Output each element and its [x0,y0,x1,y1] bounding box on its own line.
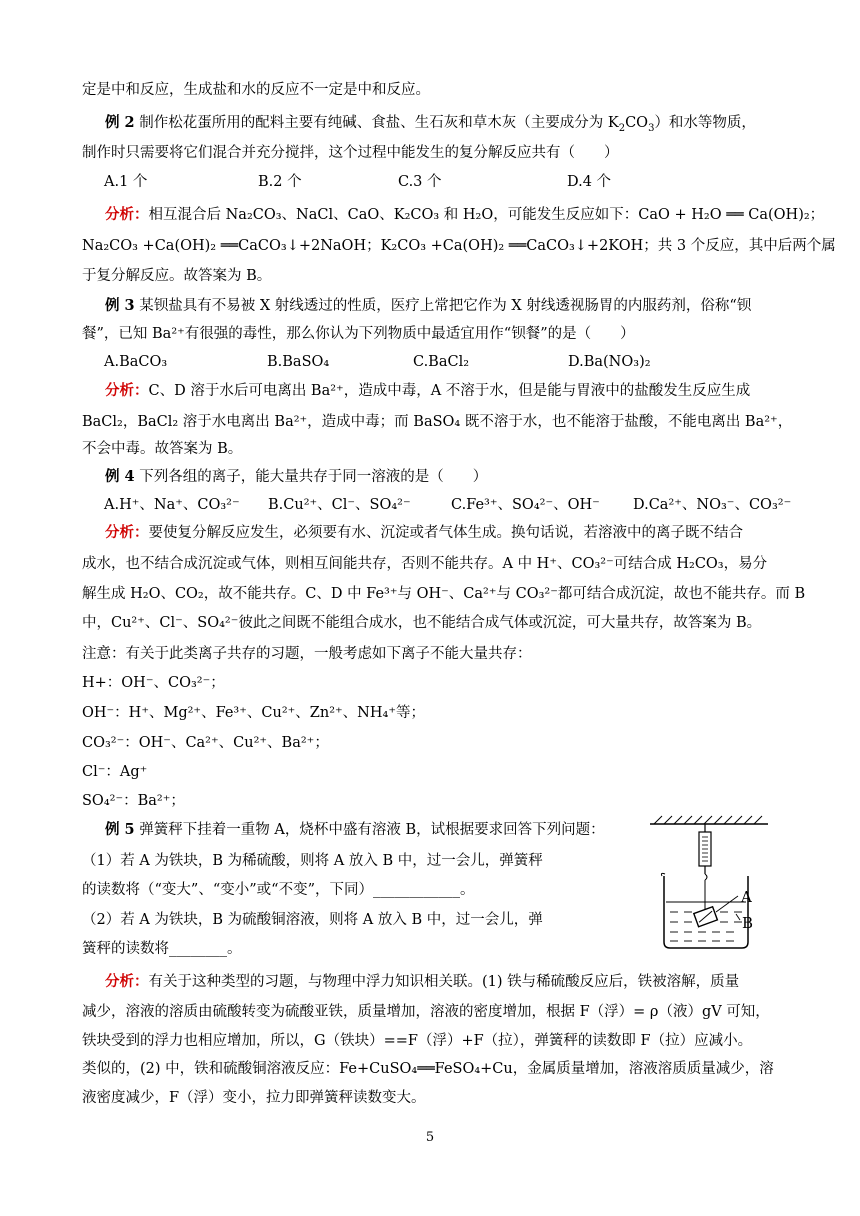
option-c: C.3 个 [398,174,442,190]
option-b: B.2 个 [258,174,302,190]
option-d: D.Ba(NO₃)₂ [568,354,651,370]
note-text: 注意：有关于此类离子共存的习题，一般考虑如下离子不能大量共存： [82,646,532,662]
figure-label-b: B [742,914,754,932]
example-5-question [105,820,605,840]
analysis-text: BaCl₂，BaCl₂ 溶于水电离出 Ba²⁺，造成中毒；而 BaSO₄ 既不溶于水，也不能溶于盐酸，不能电离出 Ba²⁺， [82,414,793,430]
option-a: A.1 个 [104,174,148,190]
analysis-label: 分析： [105,206,149,223]
note-item: CO₃²⁻：OH⁻、Ca²⁺、Cu²⁺、Ba²⁺； [82,735,329,751]
example-label: 例 3 [105,297,135,314]
analysis-text: 成水，也不结合成沉淀或气体，则相互间能共存，否则不能共存。A 中 H⁺、CO₃²⁻可结合成 H₂CO₃，易分 [82,556,768,572]
analysis-line [105,523,743,543]
example-3-question [105,296,751,316]
question-text: （2）若 A 为铁块，B 为硫酸铜溶液，则将 A 放入 B 中，过一会儿，弹 [82,912,543,928]
analysis-label: 分析： [105,973,149,990]
question-text: 簧秤的读数将________。 [82,941,242,957]
option-c: C.Fe³⁺、SO₄²⁻、OH⁻ [451,497,600,513]
example-4-question [105,467,487,487]
analysis-text: 相互混合后 Na₂CO₃、NaCl、CaO、K₂CO₃ 和 H₂O，可能发生反应如下：CaO + H₂O ══ Ca(OH)₂； [148,207,825,223]
options-row [104,172,611,192]
option-b: B.BaSO₄ [267,354,330,370]
analysis-text: 类似的，(2) 中，铁和硫酸铜溶液反应：Fe+CuSO₄══FeSO₄+Cu，金属质量增加，溶液溶质质量减少，溶 [82,1061,774,1077]
analysis-text: 于复分解反应。故答案为 B。 [82,268,272,284]
options-row [104,352,651,372]
note-item: SO₄²⁻：Ba²⁺； [82,793,185,809]
analysis-text: 要使复分解反应发生，必须要有水、沉淀或者气体生成。换句话说，若溶液中的离子既不结合 [148,525,743,541]
option-d: D.4 个 [567,174,612,190]
analysis-text: 中，Cu²⁺、Cl⁻、SO₄²⁻彼此之间既不能组合成水，也不能结合成气体或沉淀，可大量共存，故答案为 B。 [82,615,762,631]
analysis-text: Na₂CO₃ +Ca(OH)₂ ══CaCO₃↓+2NaOH；K₂CO₃ +Ca(OH)₂ ══CaCO₃↓+2KOH；共 3 个反应，其中后两个属 [82,238,836,254]
question-text: 弹簧秤下挂着一重物 A，烧杯中盛有溶液 B，试根据要求回答下列问题： [139,822,605,838]
example-label: 例 4 [105,468,135,485]
note-item: OH⁻：H⁺、Mg²⁺、Fe³⁺、Cu²⁺、Zn²⁺、NH₄⁺等； [82,705,425,721]
question-text: CO [625,115,649,131]
question-text: ）和水等物质， [654,115,756,131]
options-row [104,495,791,515]
figure-label-a: A [741,888,752,906]
question-text: 制作时只需要将它们混合并充分搅拌，这个过程中能发生的复分解反应共有（ ） [82,145,619,161]
question-text: 某钡盐具有不易被 X 射线透过的性质，医疗上常把它作为 X 射线透视肠胃的内服药剂，俗称“钡 [139,298,752,314]
option-b: B.Cu²⁺、Cl⁻、SO₄²⁻ [268,497,411,513]
question-text: （1）若 A 为铁块，B 为稀硫酸，则将 A 放入 B 中，过一会儿，弹簧秤 [82,853,543,869]
text-line: 定是中和反应，生成盐和水的反应不一定是中和反应。 [82,82,430,98]
analysis-text: 液密度减少，F（浮）变小，拉力即弹簧秤读数变大。 [82,1090,426,1106]
analysis-text: 减少，溶液的溶质由硫酸转变为硫酸亚铁，质量增加，溶液的密度增加，根据 F（浮）= ρ（液）gV 可知， [82,1004,770,1020]
example-label: 例 5 [105,821,135,838]
analysis-text: 不会中毒。故答案为 B。 [82,441,243,457]
analysis-label: 分析： [105,524,149,541]
option-c: C.BaCl₂ [413,354,470,370]
note-item: H+：OH⁻、CO₃²⁻； [82,675,225,691]
analysis-text: 解生成 H₂O、CO₂，故不能共存。C、D 中 Fe³⁺与 OH⁻、Ca²⁺与 CO₃²⁻都可结合成沉淀，故也不能共存。而 B [82,586,806,602]
option-a: A.H⁺、Na⁺、CO₃²⁻ [104,497,240,513]
spring-balance-figure [648,810,778,960]
question-text: 制作松花蛋所用的配料主要有纯碱、食盐、生石灰和草木灰（主要成分为 K [139,115,619,131]
spring-balance-diagram [648,810,778,960]
option-a: A.BaCO₃ [104,354,168,370]
page-number: 5 [425,1130,435,1145]
analysis-line [105,972,739,992]
example-label: 例 2 [105,114,135,131]
analysis-text: 有关于这种类型的习题，与物理中浮力知识相关联。(1) 铁与稀硫酸反应后，铁被溶解，质量 [148,974,740,990]
analysis-label: 分析： [105,382,149,399]
analysis-line [105,381,750,401]
example-2-question: 例 2 制作松花蛋所用的配料主要有纯碱、食盐、生石灰和草木灰（主要成分为 $K_2CO_3$）和水等物质， [105,114,756,134]
analysis-line [105,205,824,225]
analysis-text: 铁块受到的浮力也相应增加，所以，G（铁块）==F（浮）+F（拉），弹簧秤的读数即 F（拉）应减小。 [82,1033,753,1049]
question-text: 的读数将（“变大”、“变小”或“不变”，下同）____________。 [82,882,475,898]
note-item: Cl⁻：Ag⁺ [82,764,148,780]
question-text: 餐”，已知 Ba²⁺有很强的毒性，那么你认为下列物质中最适宜用作“钡餐”的是（ ） [82,326,635,342]
question-text: 下列各组的离子，能大量共存于同一溶液的是（ ） [139,469,488,485]
option-d: D.Ca²⁺、NO₃⁻、CO₃²⁻ [633,497,792,513]
analysis-text: C、D 溶于水后可电离出 Ba²⁺，造成中毒，A 不溶于水，但是能与胃液中的盐酸发生反应生成 [148,383,751,399]
